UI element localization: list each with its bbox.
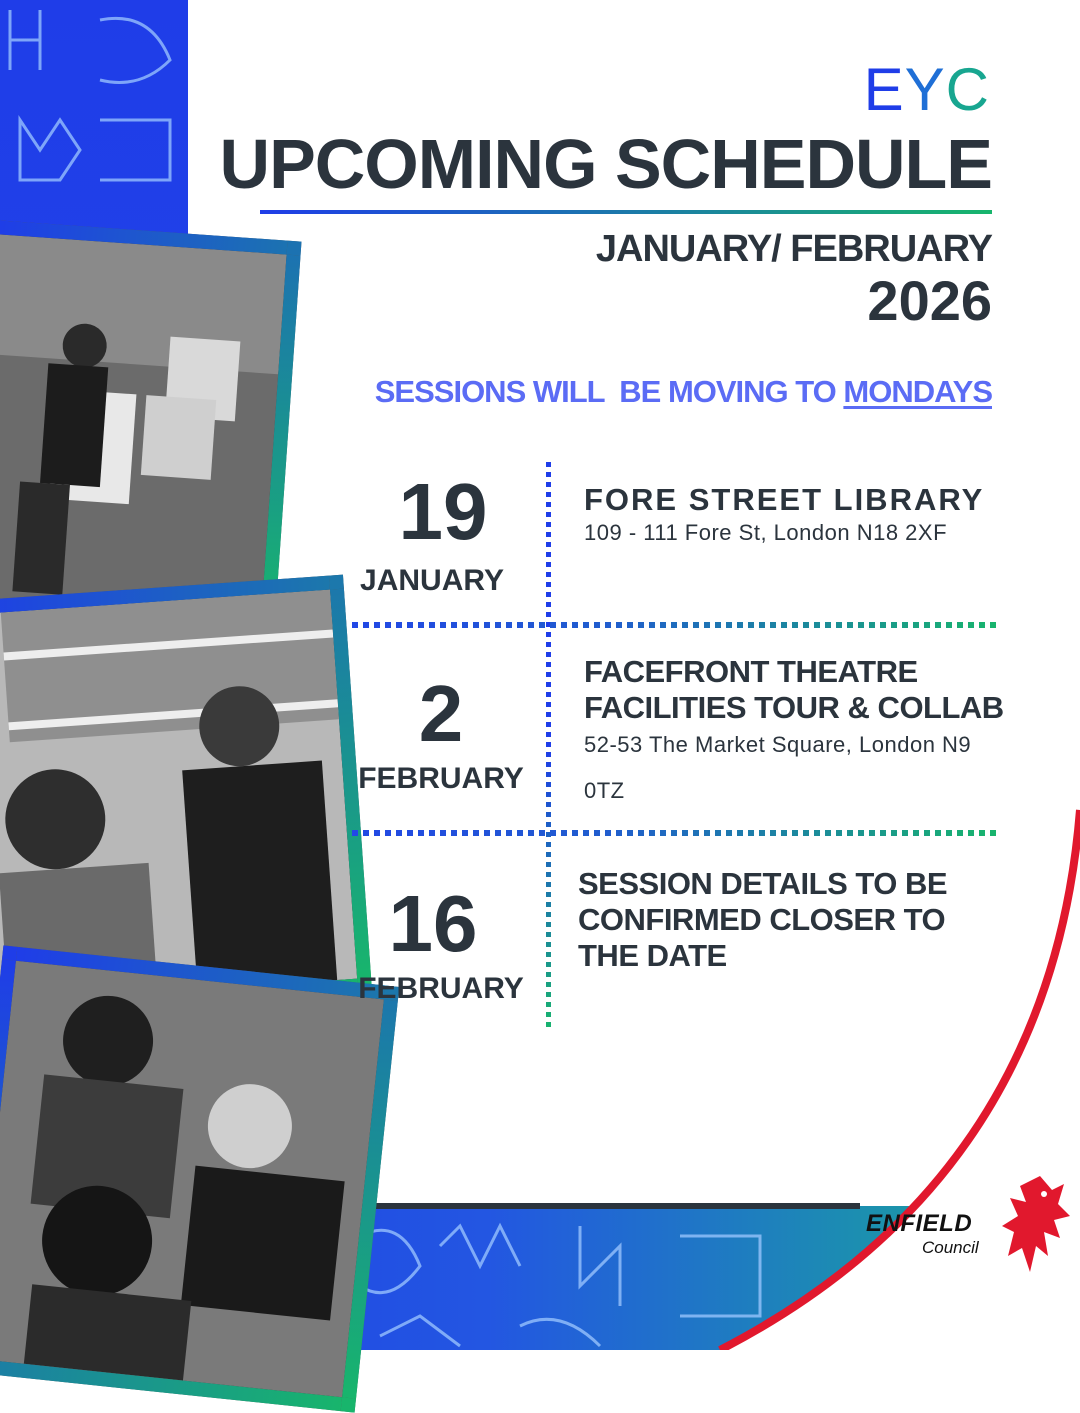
session-venue: SESSION DETAILS TO BE CONFIRMED CLOSER TO THE DATE (578, 866, 948, 973)
session-day: 19 (398, 467, 488, 556)
session-address: 109 - 111 Fore St, London N18 2XF (584, 520, 948, 545)
notice-emphasis: MONDAYS (843, 374, 992, 409)
session-venue: FACEFRONT THEATRE FACILITIES TOUR & COLLAB (584, 654, 1004, 725)
session-venue: FORE STREET LIBRARY (584, 482, 985, 517)
row-divider-2-gradient (352, 830, 998, 836)
session-month: FEBRUARY (358, 972, 524, 1005)
photo-placeholder (0, 961, 384, 1397)
session-address: 52-53 The Market Square, London N9 0TZ (584, 732, 972, 803)
session-day: 2 (418, 669, 464, 758)
session-month: FEBRUARY (358, 762, 524, 795)
brand-letter-e: E (863, 56, 905, 123)
brand-logo-eyc (864, 55, 990, 124)
photo-workshop-group (0, 945, 399, 1412)
photo-placeholder (0, 590, 357, 1005)
schedule-period: JANUARY/ FEBRUARY (595, 228, 992, 270)
photo-gallery-visitors (0, 219, 301, 638)
dragon-crest-icon (1000, 1176, 1072, 1276)
enfield-logo-sub: Council (922, 1238, 979, 1257)
row-divider-1-gradient (352, 622, 998, 628)
schedule-notice (375, 374, 992, 410)
brand-letter-c: C (945, 56, 990, 123)
brand-letter-y: Y (904, 56, 946, 123)
column-divider-gradient (546, 462, 551, 1032)
schedule-year: 2026 (867, 269, 992, 332)
session-day: 16 (388, 879, 478, 968)
photo-placeholder (0, 234, 287, 623)
enfield-logo-word: ENFIELD (866, 1210, 973, 1237)
title-underline (260, 210, 992, 214)
notice-text: SESSIONS WILL BE MOVING TO (374, 374, 844, 409)
session-month: JANUARY (360, 564, 504, 597)
page-title: UPCOMING SCHEDULE (219, 125, 992, 203)
